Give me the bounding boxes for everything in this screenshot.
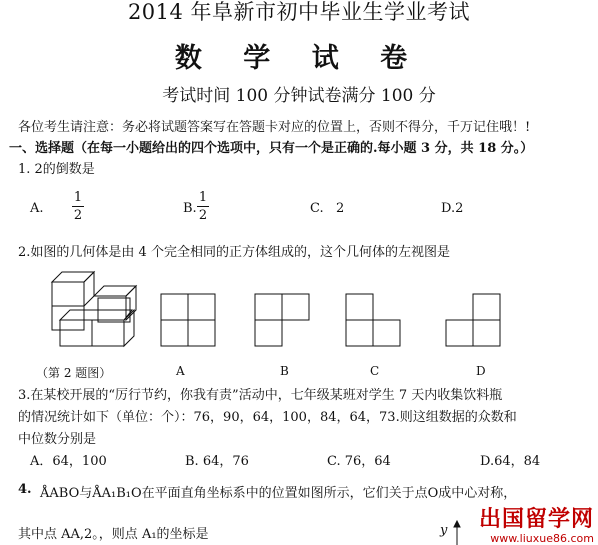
q2-stem: 2.如图的几何体是由 4 个完全相同的正方体组成的，这个几何体的左视图是 <box>18 245 450 260</box>
watermark-title: 出国留学网 <box>478 507 594 532</box>
q3-line-2: 的情况统计如下（单位：个）：76，90，64，100，84，64，73.则这组数据的众数和 <box>18 410 517 425</box>
q1-option-a-label: A. <box>30 201 44 216</box>
cube-face <box>52 282 84 306</box>
view-square <box>161 320 188 346</box>
q1-option-b-fraction <box>197 190 209 223</box>
exam-title: 2014 年阜新市初中毕业生学业考试 <box>127 0 471 24</box>
q2-label-c: C <box>370 364 380 378</box>
q2-label-b: B <box>280 364 289 378</box>
subject-title: 数 学 试 卷 <box>174 43 424 74</box>
view-square <box>188 320 215 346</box>
q2-view-b <box>254 293 314 349</box>
cube-face <box>84 272 94 306</box>
cube-face <box>60 320 92 346</box>
fraction-denominator: 2 <box>73 208 83 223</box>
view-square <box>346 320 373 346</box>
q1-option-b-label: B. <box>183 201 197 216</box>
view-square <box>373 320 400 346</box>
q3-option-d: D.64，84 <box>480 454 541 469</box>
cube-face <box>60 310 132 320</box>
q2-view-d <box>445 293 505 349</box>
q2-label-a: A <box>176 364 185 378</box>
q2-solid-figure <box>40 268 150 358</box>
q2-view-a <box>160 293 220 349</box>
view-square <box>282 294 309 320</box>
q4-line-1: ÅABO与ÅA₁B₁O在平面直角坐标系中的位置如图所示，它们关于点O成中心对称， <box>40 486 517 501</box>
view-square <box>188 294 215 320</box>
cube-face <box>94 286 136 296</box>
q4-line-2: 其中点 AA,2。，则点 A₁的坐标是 <box>18 527 209 542</box>
q4-axis-y-label: y <box>440 523 448 538</box>
fraction-denominator: 2 <box>198 208 208 223</box>
fraction-bar <box>72 206 84 207</box>
exam-info: 考试时间 100 分钟试卷满分 100 分 <box>162 86 436 106</box>
view-square <box>255 294 282 320</box>
cube-face <box>92 320 124 346</box>
watermark-url: www.liuxue86.com <box>490 532 594 545</box>
view-square <box>346 294 373 320</box>
q1-stem: 1. 2的倒数是 <box>18 162 95 177</box>
q4-number: 4. <box>18 482 32 497</box>
view-square <box>473 320 500 346</box>
view-square <box>161 294 188 320</box>
axis-arrowhead <box>454 521 460 527</box>
view-square <box>255 320 282 346</box>
notice: 各位考生请注意：务必将试题答案写在答题卡对应的位置上，否则不得分，千万记住哦！! <box>18 120 531 135</box>
fraction-numerator: 1 <box>73 190 83 205</box>
q3-line-3: 中位数分别是 <box>18 432 97 447</box>
site-watermark <box>479 508 594 545</box>
fraction-numerator: 1 <box>198 190 208 205</box>
q4-y-axis-arrow <box>452 520 462 545</box>
fraction-bar <box>197 206 209 207</box>
view-square <box>473 294 500 320</box>
q1-option-a-fraction <box>72 190 84 223</box>
q2-label-d: D <box>476 364 486 378</box>
option-label: D. <box>441 201 456 216</box>
q1-option-d <box>441 201 463 216</box>
option-value: 2 <box>455 201 464 216</box>
option-value: 2 <box>336 201 345 216</box>
section-heading: 一、选择题（在每一小题给出的四个选项中，只有一个是正确的.每小题 3 分，共 18 分。） <box>9 141 534 156</box>
q3-option-b: B. 64，76 <box>185 454 249 469</box>
q1-option-c <box>310 201 344 216</box>
q2-figure-caption: （第 2 题图） <box>36 366 112 380</box>
view-square <box>446 320 473 346</box>
q2-view-c <box>345 293 405 349</box>
cube-face <box>52 272 94 282</box>
q3-option-c: C. 76，64 <box>327 454 391 469</box>
q3-option-a: A．64，100 <box>30 454 107 469</box>
option-label: C. <box>310 201 324 216</box>
q3-line-1: 3.在某校开展的“厉行节约，你我有责”活动中，七年级某班对学生 7 天内收集饮料瓶 <box>18 388 503 403</box>
